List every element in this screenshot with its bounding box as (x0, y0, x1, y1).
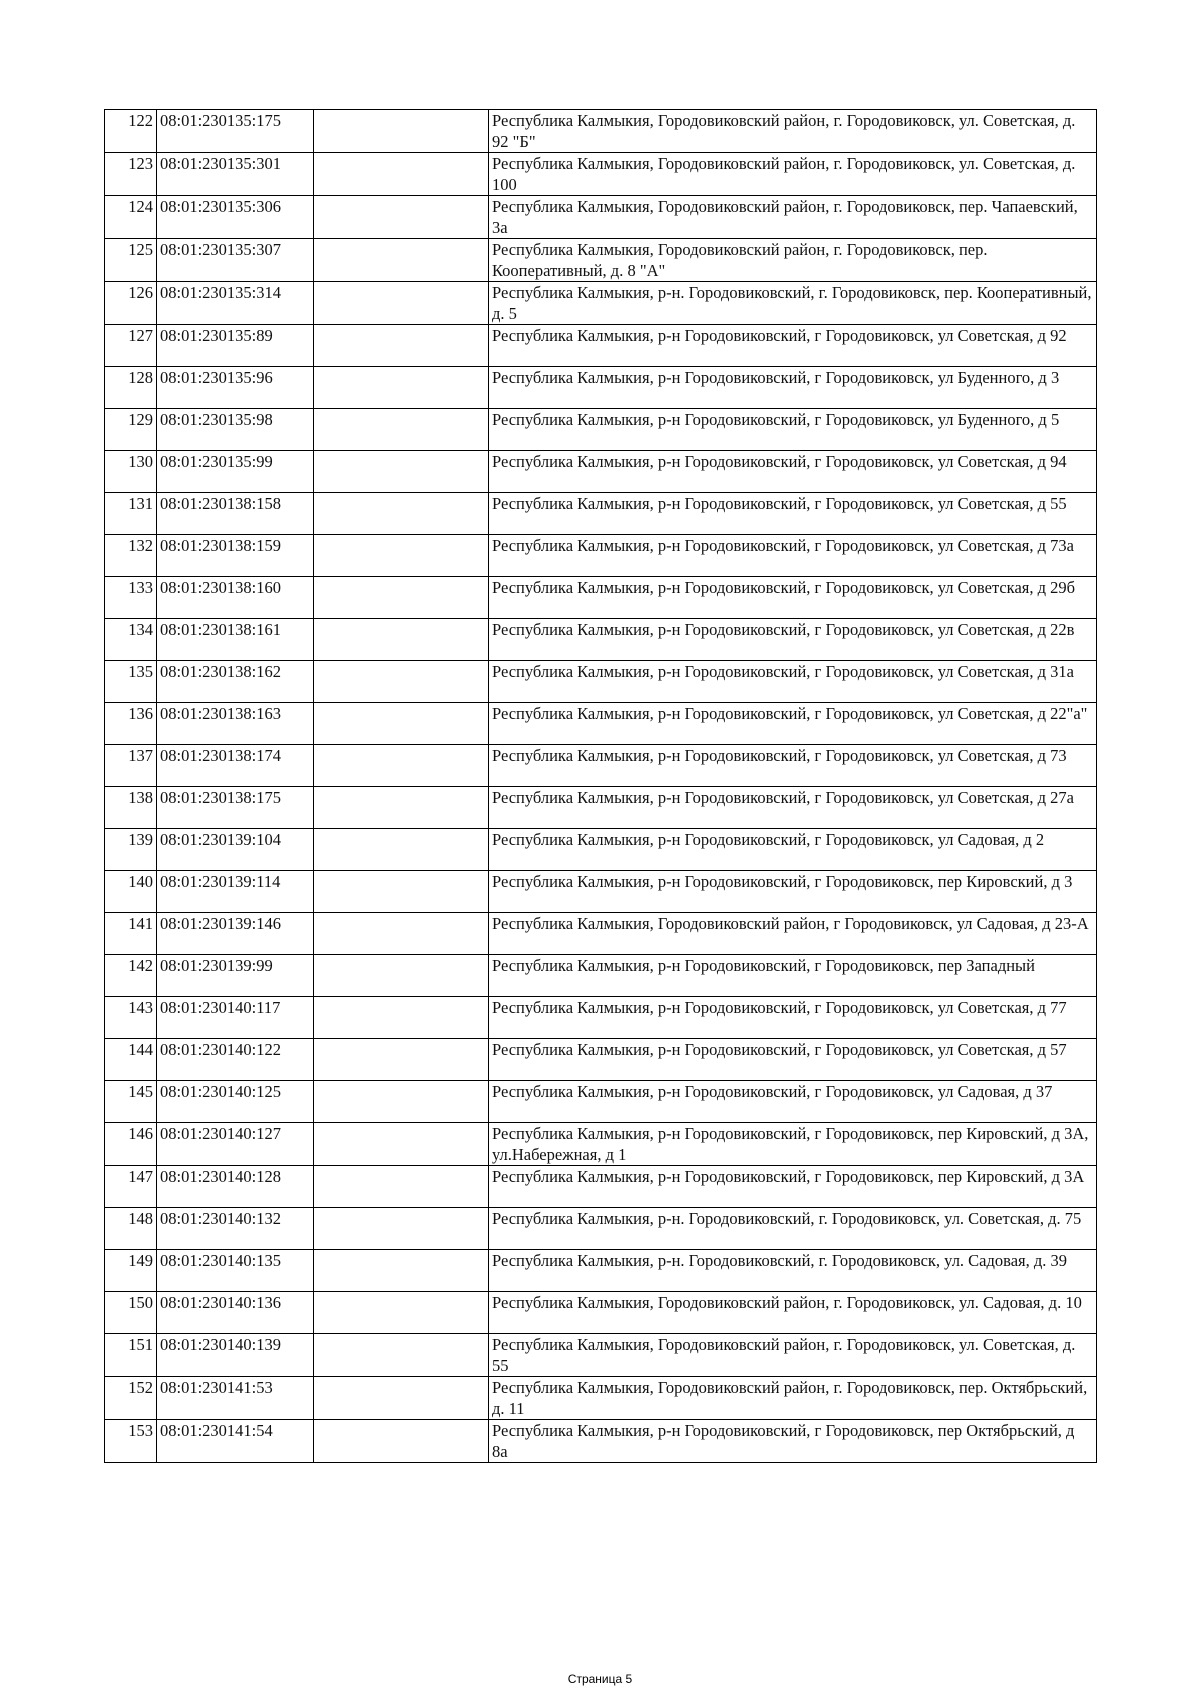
cadastral-number-cell: 08:01:230140:127 (157, 1123, 314, 1166)
address-cell: Республика Калмыкия, Городовиковский район, г. Городовиковск, ул. Советская, д. 100 (489, 153, 1097, 196)
row-number-cell: 149 (105, 1250, 157, 1292)
table-row (105, 1334, 1097, 1377)
empty-cell (314, 451, 489, 493)
address-cell: Республика Калмыкия, р-н Городовиковский, г Городовиковск, ул Советская, д 92 (489, 325, 1097, 367)
address-cell: Республика Калмыкия, р-н Городовиковский, г Городовиковск, пер Западный (489, 955, 1097, 997)
cadastral-number-cell: 08:01:230139:99 (157, 955, 314, 997)
table-row (105, 282, 1097, 325)
empty-cell (314, 661, 489, 703)
address-cell: Республика Калмыкия, р-н Городовиковский, г Городовиковск, ул Советская, д 77 (489, 997, 1097, 1039)
row-number-cell: 151 (105, 1334, 157, 1377)
empty-cell (314, 1292, 489, 1334)
row-number-cell: 129 (105, 409, 157, 451)
table-row (105, 367, 1097, 409)
table-row (105, 619, 1097, 661)
table-row (105, 787, 1097, 829)
address-cell: Республика Калмыкия, Городовиковский район, г Городовиковск, ул Садовая, д 23-А (489, 913, 1097, 955)
cadastral-number-cell: 08:01:230141:54 (157, 1420, 314, 1463)
address-cell: Республика Калмыкия, р-н Городовиковский, г Городовиковск, ул Советская, д 29б (489, 577, 1097, 619)
address-cell: Республика Калмыкия, р-н Городовиковский, г Городовиковск, ул Садовая, д 2 (489, 829, 1097, 871)
empty-cell (314, 1081, 489, 1123)
address-cell: Республика Калмыкия, Городовиковский район, г. Городовиковск, пер. Чапаевский, 3а (489, 196, 1097, 239)
cadastral-number-cell: 08:01:230140:136 (157, 1292, 314, 1334)
address-cell: Республика Калмыкия, р-н Городовиковский, г Городовиковск, ул Советская, д 73 (489, 745, 1097, 787)
table-row (105, 871, 1097, 913)
cadastral-number-cell: 08:01:230135:99 (157, 451, 314, 493)
row-number-cell: 147 (105, 1166, 157, 1208)
row-number-cell: 139 (105, 829, 157, 871)
empty-cell (314, 535, 489, 577)
row-number-cell: 126 (105, 282, 157, 325)
empty-cell (314, 577, 489, 619)
row-number-cell: 150 (105, 1292, 157, 1334)
empty-cell (314, 619, 489, 661)
empty-cell (314, 1377, 489, 1420)
empty-cell (314, 196, 489, 239)
empty-cell (314, 997, 489, 1039)
table-row (105, 493, 1097, 535)
cadastral-number-cell: 08:01:230138:175 (157, 787, 314, 829)
cadastral-number-cell: 08:01:230138:162 (157, 661, 314, 703)
address-cell: Республика Калмыкия, р-н Городовиковский, г Городовиковск, ул Буденного, д 3 (489, 367, 1097, 409)
address-cell: Республика Калмыкия, р-н Городовиковский, г Городовиковск, ул Советская, д 57 (489, 1039, 1097, 1081)
cadastral-table (104, 109, 1097, 1463)
empty-cell (314, 871, 489, 913)
row-number-cell: 142 (105, 955, 157, 997)
table-row (105, 110, 1097, 153)
empty-cell (314, 1334, 489, 1377)
row-number-cell: 128 (105, 367, 157, 409)
cadastral-number-cell: 08:01:230141:53 (157, 1377, 314, 1420)
table-row (105, 997, 1097, 1039)
empty-cell (314, 493, 489, 535)
address-cell: Республика Калмыкия, р-н Городовиковский, г Городовиковск, ул Советская, д 27а (489, 787, 1097, 829)
empty-cell (314, 325, 489, 367)
row-number-cell: 138 (105, 787, 157, 829)
table-row (105, 1123, 1097, 1166)
cadastral-number-cell: 08:01:230139:114 (157, 871, 314, 913)
table-row (105, 745, 1097, 787)
address-cell: Республика Калмыкия, р-н Городовиковский, г Городовиковск, пер Кировский, д 3 (489, 871, 1097, 913)
cadastral-number-cell: 08:01:230139:104 (157, 829, 314, 871)
empty-cell (314, 955, 489, 997)
empty-cell (314, 1123, 489, 1166)
page-number: Страница 5 (567, 1672, 633, 1686)
table-row (105, 451, 1097, 493)
cadastral-number-cell: 08:01:230135:306 (157, 196, 314, 239)
address-cell: Республика Калмыкия, Городовиковский район, г. Городовиковск, ул. Садовая, д. 10 (489, 1292, 1097, 1334)
table-row (105, 1377, 1097, 1420)
cadastral-number-cell: 08:01:230138:174 (157, 745, 314, 787)
row-number-cell: 133 (105, 577, 157, 619)
address-cell: Республика Калмыкия, Городовиковский район, г. Городовиковск, пер. Октябрьский, д. 11 (489, 1377, 1097, 1420)
empty-cell (314, 1420, 489, 1463)
row-number-cell: 122 (105, 110, 157, 153)
address-cell: Республика Калмыкия, р-н. Городовиковский, г. Городовиковск, ул. Советская, д. 75 (489, 1208, 1097, 1250)
row-number-cell: 141 (105, 913, 157, 955)
row-number-cell: 134 (105, 619, 157, 661)
row-number-cell: 145 (105, 1081, 157, 1123)
address-cell: Республика Калмыкия, р-н Городовиковский, г Городовиковск, ул Советская, д 22"а" (489, 703, 1097, 745)
row-number-cell: 144 (105, 1039, 157, 1081)
address-cell: Республика Калмыкия, р-н Городовиковский, г Городовиковск, ул Советская, д 73а (489, 535, 1097, 577)
table-row (105, 913, 1097, 955)
table-row (105, 1292, 1097, 1334)
empty-cell (314, 153, 489, 196)
address-cell: Республика Калмыкия, Городовиковский район, г. Городовиковск, пер. Кооперативный, д. 8 "А" (489, 239, 1097, 282)
table-row (105, 1250, 1097, 1292)
empty-cell (314, 110, 489, 153)
cadastral-number-cell: 08:01:230135:314 (157, 282, 314, 325)
row-number-cell: 137 (105, 745, 157, 787)
row-number-cell: 127 (105, 325, 157, 367)
row-number-cell: 136 (105, 703, 157, 745)
row-number-cell: 123 (105, 153, 157, 196)
cadastral-number-cell: 08:01:230138:161 (157, 619, 314, 661)
row-number-cell: 148 (105, 1208, 157, 1250)
address-cell: Республика Калмыкия, р-н Городовиковский, г Городовиковск, пер Октябрьский, д 8а (489, 1420, 1097, 1463)
table-row (105, 661, 1097, 703)
cadastral-number-cell: 08:01:230139:146 (157, 913, 314, 955)
cadastral-number-cell: 08:01:230140:117 (157, 997, 314, 1039)
cadastral-number-cell: 08:01:230135:89 (157, 325, 314, 367)
table-row (105, 577, 1097, 619)
row-number-cell: 125 (105, 239, 157, 282)
empty-cell (314, 409, 489, 451)
empty-cell (314, 703, 489, 745)
table-row (105, 153, 1097, 196)
empty-cell (314, 1166, 489, 1208)
empty-cell (314, 239, 489, 282)
row-number-cell: 143 (105, 997, 157, 1039)
address-cell: Республика Калмыкия, р-н Городовиковский, г Городовиковск, пер Кировский, д 3А (489, 1166, 1097, 1208)
table-row (105, 1081, 1097, 1123)
row-number-cell: 124 (105, 196, 157, 239)
address-cell: Республика Калмыкия, Городовиковский район, г. Городовиковск, ул. Советская, д. 55 (489, 1334, 1097, 1377)
row-number-cell: 153 (105, 1420, 157, 1463)
address-cell: Республика Калмыкия, р-н. Городовиковский, г. Городовиковск, пер. Кооперативный, д. 5 (489, 282, 1097, 325)
cadastral-number-cell: 08:01:230140:128 (157, 1166, 314, 1208)
cadastral-number-cell: 08:01:230140:122 (157, 1039, 314, 1081)
address-cell: Республика Калмыкия, р-н Городовиковский, г Городовиковск, ул Садовая, д 37 (489, 1081, 1097, 1123)
cadastral-number-cell: 08:01:230140:125 (157, 1081, 314, 1123)
row-number-cell: 146 (105, 1123, 157, 1166)
cadastral-number-cell: 08:01:230135:301 (157, 153, 314, 196)
row-number-cell: 140 (105, 871, 157, 913)
table-row (105, 703, 1097, 745)
cadastral-number-cell: 08:01:230138:159 (157, 535, 314, 577)
table-row (105, 1208, 1097, 1250)
cadastral-number-cell: 08:01:230138:160 (157, 577, 314, 619)
empty-cell (314, 1250, 489, 1292)
empty-cell (314, 913, 489, 955)
address-cell: Республика Калмыкия, р-н. Городовиковский, г. Городовиковск, ул. Садовая, д. 39 (489, 1250, 1097, 1292)
address-cell: Республика Калмыкия, р-н Городовиковский, г Городовиковск, ул Советская, д 55 (489, 493, 1097, 535)
table-row (105, 1166, 1097, 1208)
row-number-cell: 130 (105, 451, 157, 493)
table-row (105, 1420, 1097, 1463)
cadastral-number-cell: 08:01:230135:96 (157, 367, 314, 409)
table-row (105, 535, 1097, 577)
table-row (105, 409, 1097, 451)
empty-cell (314, 282, 489, 325)
address-cell: Республика Калмыкия, р-н Городовиковский, г Городовиковск, ул Советская, д 94 (489, 451, 1097, 493)
address-cell: Республика Калмыкия, р-н Городовиковский, г Городовиковск, ул Советская, д 31а (489, 661, 1097, 703)
cadastral-number-cell: 08:01:230138:158 (157, 493, 314, 535)
cadastral-number-cell: 08:01:230135:98 (157, 409, 314, 451)
cadastral-number-cell: 08:01:230138:163 (157, 703, 314, 745)
cadastral-number-cell: 08:01:230140:135 (157, 1250, 314, 1292)
address-cell: Республика Калмыкия, р-н Городовиковский, г Городовиковск, пер Кировский, д 3А, ул.Набережная, д 1 (489, 1123, 1097, 1166)
table-row (105, 196, 1097, 239)
table-row (105, 325, 1097, 367)
cadastral-number-cell: 08:01:230140:139 (157, 1334, 314, 1377)
empty-cell (314, 367, 489, 409)
table-row (105, 239, 1097, 282)
address-cell: Республика Калмыкия, р-н Городовиковский, г Городовиковск, ул Буденного, д 5 (489, 409, 1097, 451)
row-number-cell: 135 (105, 661, 157, 703)
empty-cell (314, 1039, 489, 1081)
empty-cell (314, 745, 489, 787)
address-cell: Республика Калмыкия, Городовиковский район, г. Городовиковск, ул. Советская, д. 92 "Б" (489, 110, 1097, 153)
address-cell: Республика Калмыкия, р-н Городовиковский, г Городовиковск, ул Советская, д 22в (489, 619, 1097, 661)
cadastral-number-cell: 08:01:230135:307 (157, 239, 314, 282)
empty-cell (314, 787, 489, 829)
row-number-cell: 132 (105, 535, 157, 577)
table-row (105, 955, 1097, 997)
empty-cell (314, 829, 489, 871)
table-body (105, 110, 1097, 1463)
table-row (105, 829, 1097, 871)
table-row (105, 1039, 1097, 1081)
empty-cell (314, 1208, 489, 1250)
cadastral-number-cell: 08:01:230140:132 (157, 1208, 314, 1250)
row-number-cell: 131 (105, 493, 157, 535)
cadastral-number-cell: 08:01:230135:175 (157, 110, 314, 153)
row-number-cell: 152 (105, 1377, 157, 1420)
